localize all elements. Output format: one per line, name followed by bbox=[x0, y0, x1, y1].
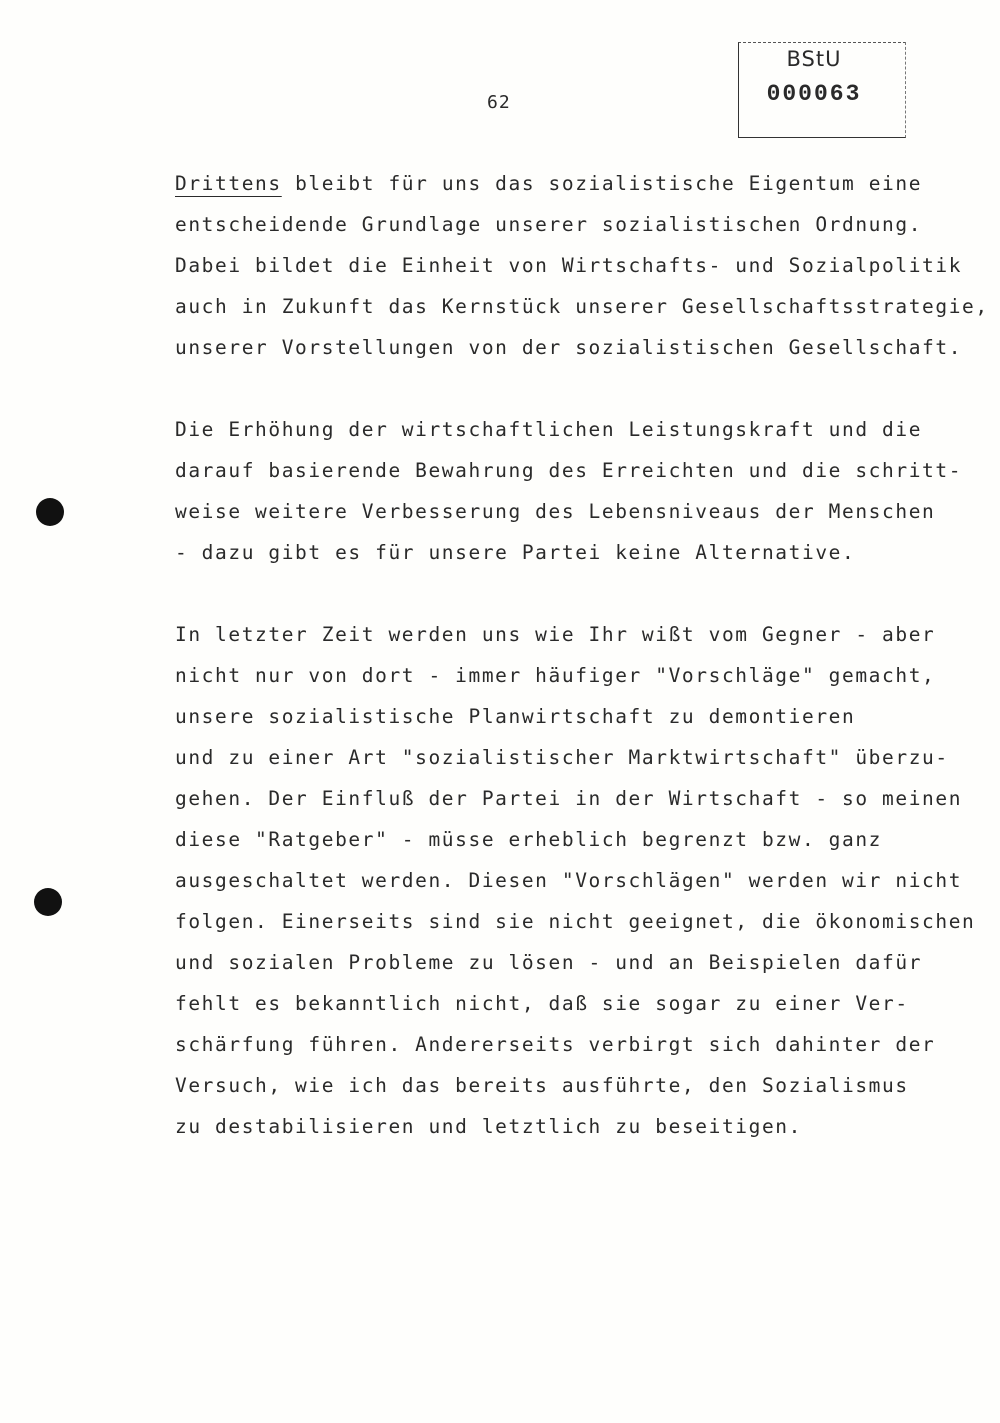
text-line: entscheidende Grundlage unserer sozialistischen Ordnung. bbox=[175, 213, 923, 236]
text-line: unsere sozialistische Planwirtschaft zu demontieren bbox=[175, 705, 856, 728]
text-line: zu destabilisieren und letztlich zu beseitigen. bbox=[175, 1115, 802, 1138]
text-line: unserer Vorstellungen von der sozialistischen Gesellschaft. bbox=[175, 336, 963, 359]
punch-hole bbox=[36, 498, 64, 526]
punch-hole bbox=[34, 888, 62, 916]
text-line: gehen. Der Einfluß der Partei in der Wirtschaft - so meinen bbox=[175, 787, 963, 810]
text-line: und zu einer Art "sozialistischer Marktwirtschaft" überzu- bbox=[175, 746, 949, 769]
stamp-number: 000063 bbox=[766, 81, 862, 107]
text-line: Dabei bildet die Einheit von Wirtschafts- und Sozialpolitik bbox=[175, 254, 963, 277]
page-number: 62 bbox=[487, 92, 511, 113]
paragraph-2 bbox=[175, 409, 963, 573]
text-line: darauf basierende Bewahrung des Erreichten und die schritt- bbox=[175, 459, 963, 482]
text-line: Versuch, wie ich das bereits ausführte, den Sozialismus bbox=[175, 1074, 909, 1097]
text-line: nicht nur von dort - immer häufiger "Vorschläge" gemacht, bbox=[175, 664, 936, 687]
text-line: auch in Zukunft das Kernstück unserer Gesellschaftsstrategie, bbox=[175, 295, 989, 318]
text-line: ausgeschaltet werden. Diesen "Vorschlägen" werden wir nicht bbox=[175, 869, 963, 892]
archive-stamp bbox=[738, 42, 906, 138]
paragraph-3 bbox=[175, 614, 976, 1147]
text-line: Die Erhöhung der wirtschaftlichen Leistungskraft und die bbox=[175, 418, 923, 441]
text-line: - dazu gibt es für unsere Partei keine Alternative. bbox=[175, 541, 856, 564]
text-line: und sozialen Probleme zu lösen - und an Beispielen dafür bbox=[175, 951, 923, 974]
text-fragment: bleibt für uns das sozialistische Eigentum eine bbox=[281, 172, 923, 195]
text-line: fehlt es bekanntlich nicht, daß sie sogar zu einer Ver- bbox=[175, 992, 909, 1015]
text-line: In letzter Zeit werden uns wie Ihr wißt vom Gegner - aber bbox=[175, 623, 936, 646]
text-line: diese "Ratgeber" - müsse erheblich begrenzt bzw. ganz bbox=[175, 828, 883, 851]
stamp-org-label: BStU bbox=[786, 47, 842, 71]
text-line: weise weitere Verbesserung des Lebensniveaus der Menschen bbox=[175, 500, 936, 523]
paragraph-1 bbox=[175, 163, 989, 368]
text-line bbox=[175, 163, 935, 204]
underlined-word: Drittens bbox=[175, 172, 282, 195]
text-line: folgen. Einerseits sind sie nicht geeignet, die ökonomischen bbox=[175, 910, 976, 933]
text-line: schärfung führen. Andererseits verbirgt sich dahinter der bbox=[175, 1033, 936, 1056]
